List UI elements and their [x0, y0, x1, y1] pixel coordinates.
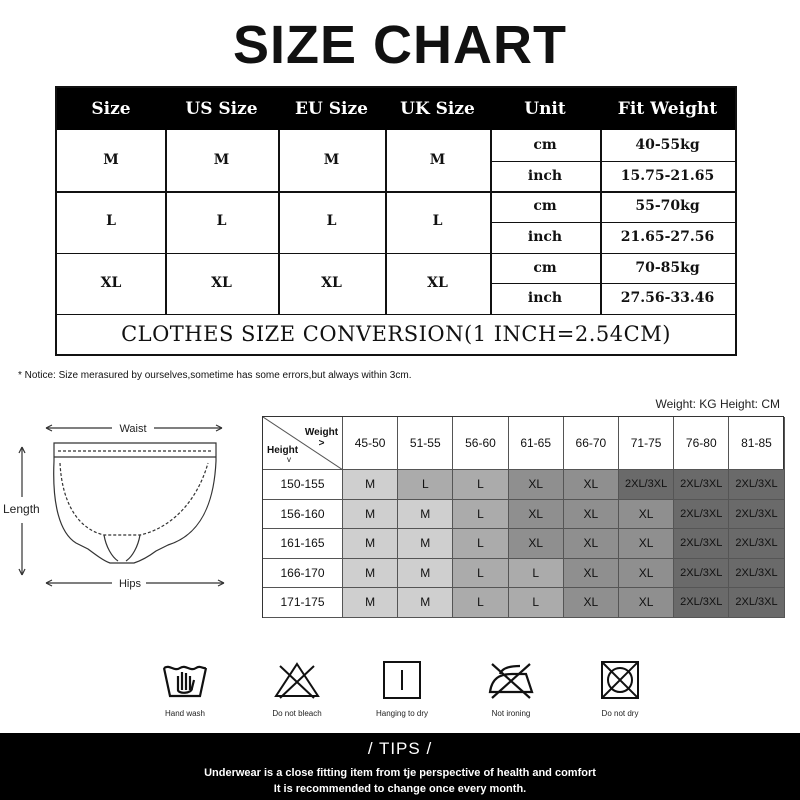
care-do-not-dry	[575, 660, 665, 718]
sub-row-rule	[490, 222, 735, 223]
unit-cell: inch	[527, 167, 563, 184]
size-recommendation-cell: 2XL/3XL	[729, 470, 784, 500]
size-recommendation-cell: XL	[619, 588, 674, 618]
header-fit-weight: Fit Weight	[617, 99, 718, 119]
size-cell-eu-size: L	[326, 213, 337, 230]
corner-weight-label: Weight >	[304, 427, 339, 449]
size-recommendation-cell: XL	[619, 529, 674, 559]
header-uk-size: UK Size	[400, 99, 475, 119]
notice-text: * Notice: Size merasured by ourselves,sometime has some errors,but always within 3cm.	[18, 370, 412, 381]
fit-weight-cell: 55-70kg	[635, 198, 700, 215]
size-recommendation-cell: 2XL/3XL	[619, 470, 674, 500]
size-cell-eu-size: XL	[321, 274, 342, 291]
weight-height-table	[262, 416, 784, 618]
size-recommendation-cell: 2XL/3XL	[674, 588, 729, 618]
page-title: SIZE CHART	[233, 15, 567, 75]
height-header: 161-165	[263, 529, 343, 559]
not-ironing-icon	[486, 660, 536, 700]
fit-weight-cell: 27.56-33.46	[620, 290, 715, 307]
weight-header: 81-85	[729, 417, 784, 470]
do-not-dry-icon	[595, 660, 645, 700]
size-cell-us-size: M	[213, 152, 230, 168]
size-recommendation-cell: 2XL/3XL	[729, 559, 784, 589]
size-recommendation-cell: M	[343, 529, 398, 559]
size-recommendation-cell: XL	[509, 500, 564, 530]
size-recommendation-cell: 2XL/3XL	[729, 588, 784, 618]
size-conversion-note: CLOTHES SIZE CONVERSION(1 INCH=2.54CM)	[121, 322, 671, 346]
size-recommendation-cell: M	[398, 500, 453, 530]
weight-header: 45-50	[343, 417, 398, 470]
fit-weight-cell: 15.75-21.65	[620, 167, 715, 184]
size-recommendation-cell: L	[453, 559, 508, 589]
size-recommendation-cell: M	[398, 588, 453, 618]
corner-height-label: Height	[267, 445, 299, 456]
tips-heading: / TIPS /	[367, 739, 433, 758]
weight-header: 71-75	[619, 417, 674, 470]
do-not-bleach-icon	[272, 660, 322, 700]
size-recommendation-cell: L	[453, 500, 508, 530]
corner-arrow: v	[287, 455, 291, 464]
column-rule	[165, 130, 167, 314]
size-recommendation-cell: L	[509, 559, 564, 589]
size-recommendation-cell: L	[398, 470, 453, 500]
size-cell-size: M	[103, 152, 119, 168]
unit-cell: inch	[527, 228, 563, 245]
header-size: Size	[91, 99, 131, 119]
size-recommendation-cell: 2XL/3XL	[674, 500, 729, 530]
size-recommendation-cell: XL	[564, 588, 619, 618]
weight-header: 56-60	[453, 417, 508, 470]
tips-line-2: It is recommended to change once every month.	[273, 783, 527, 795]
hips-label: Hips	[118, 578, 142, 590]
unit-cell: cm	[533, 259, 557, 276]
size-recommendation-cell: M	[343, 588, 398, 618]
hand-wash-icon	[160, 660, 210, 700]
height-header: 150-155	[263, 470, 343, 500]
weight-header: 76-80	[674, 417, 729, 470]
size-cell-us-size: L	[216, 213, 227, 230]
column-rule	[385, 130, 387, 314]
size-recommendation-cell: L	[453, 588, 508, 618]
size-recommendation-cell: 2XL/3XL	[729, 500, 784, 530]
size-table-header	[57, 88, 735, 130]
size-recommendation-cell: XL	[564, 470, 619, 500]
weight-header: 51-55	[398, 417, 453, 470]
sub-row-rule	[490, 161, 735, 162]
size-cell-us-size: XL	[211, 274, 232, 291]
height-header: 156-160	[263, 500, 343, 530]
size-recommendation-cell: L	[453, 529, 508, 559]
size-cell-uk-size: M	[429, 152, 446, 168]
size-cell-size: L	[106, 213, 116, 230]
fit-weight-cell: 21.65-27.56	[620, 228, 715, 245]
weight-header: 61-65	[509, 417, 564, 470]
tips-line-1: Underwear is a close fitting item from tje perspective of health and comfort	[204, 767, 596, 779]
header-unit: Unit	[524, 99, 566, 119]
size-recommendation-cell: XL	[564, 529, 619, 559]
care-label: Do not bleach	[272, 709, 322, 718]
weight-header: 66-70	[564, 417, 619, 470]
care-not-ironing	[466, 660, 556, 718]
size-cell-eu-size: M	[323, 152, 340, 168]
underwear-outline	[54, 443, 216, 563]
header-eu-size: EU Size	[295, 99, 368, 119]
size-cell-uk-size: XL	[427, 274, 448, 291]
units-note: Weight: KG Height: CM	[655, 397, 780, 411]
fit-weight-cell: 70-85kg	[635, 259, 700, 276]
size-recommendation-cell: L	[509, 588, 564, 618]
size-recommendation-cell: XL	[564, 500, 619, 530]
header-us-size: US Size	[185, 99, 258, 119]
length-label: Length	[3, 502, 40, 516]
care-label: Not ironing	[491, 709, 531, 718]
corner-cell	[263, 417, 343, 470]
care-label: Hand wash	[164, 709, 206, 718]
waist-label: Waist	[119, 423, 147, 435]
size-recommendation-cell: XL	[619, 559, 674, 589]
size-recommendation-cell: M	[398, 529, 453, 559]
size-recommendation-cell: L	[453, 470, 508, 500]
size-recommendation-cell: 2XL/3XL	[674, 470, 729, 500]
size-cell-uk-size: L	[432, 213, 443, 230]
size-recommendation-cell: M	[343, 500, 398, 530]
size-recommendation-cell: XL	[509, 529, 564, 559]
care-hand-wash	[140, 660, 230, 718]
tips-footer	[0, 733, 800, 800]
height-header: 171-175	[263, 588, 343, 618]
care-do-not-bleach	[252, 660, 342, 718]
size-recommendation-cell: 2XL/3XL	[729, 529, 784, 559]
size-recommendation-cell: M	[343, 559, 398, 589]
height-header: 166-170	[263, 559, 343, 589]
care-hanging-to-dry	[357, 660, 447, 718]
row-rule	[57, 253, 735, 255]
unit-cell: cm	[533, 137, 557, 153]
size-recommendation-cell: XL	[509, 470, 564, 500]
size-cell-size: XL	[100, 274, 122, 291]
size-recommendation-cell: M	[343, 470, 398, 500]
fit-weight-cell: 40-55kg	[635, 137, 700, 153]
unit-cell: cm	[533, 198, 557, 215]
care-label: Do not dry	[601, 709, 639, 718]
care-label: Hanging to dry	[375, 709, 429, 718]
row-rule	[57, 191, 735, 193]
hanging-to-dry-icon	[377, 660, 427, 700]
size-recommendation-cell: XL	[619, 500, 674, 530]
size-recommendation-cell: XL	[564, 559, 619, 589]
size-table	[55, 86, 737, 356]
size-recommendation-cell: M	[398, 559, 453, 589]
size-recommendation-cell: 2XL/3XL	[674, 529, 729, 559]
column-rule	[278, 130, 280, 314]
size-recommendation-cell: 2XL/3XL	[674, 559, 729, 589]
garment-measurement-diagram	[0, 405, 250, 605]
sub-row-rule	[490, 283, 735, 284]
unit-cell: inch	[527, 290, 563, 307]
